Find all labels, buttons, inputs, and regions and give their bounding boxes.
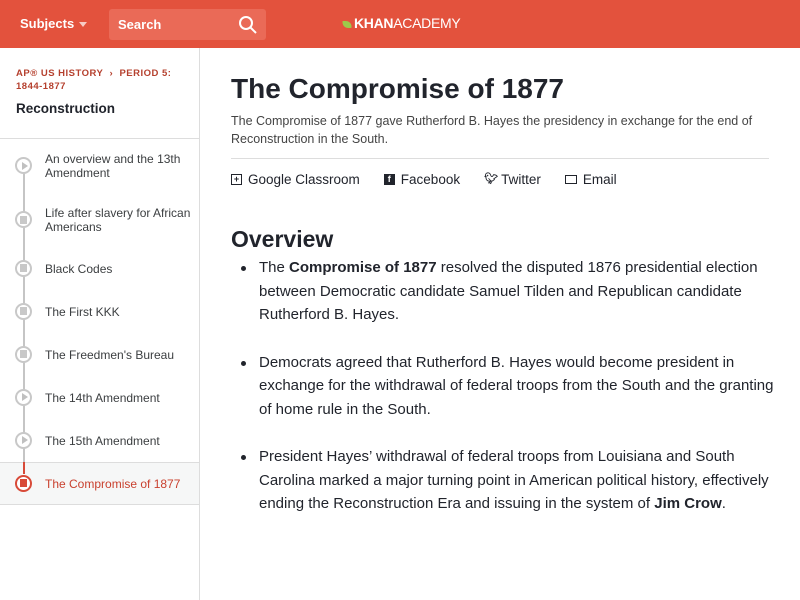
search-icon[interactable] bbox=[238, 15, 258, 35]
chevron-down-icon bbox=[79, 22, 87, 27]
share-facebook[interactable] bbox=[384, 172, 460, 187]
lesson-label: The Freedmen's Bureau bbox=[45, 347, 175, 362]
lesson-item-active[interactable] bbox=[0, 462, 199, 505]
divider bbox=[231, 158, 769, 159]
lesson-label: An overview and the 13th Amendment bbox=[45, 152, 181, 180]
subjects-label: Subjects bbox=[20, 16, 75, 31]
page-title: The Compromise of 1877 bbox=[231, 73, 564, 104]
share-label: Facebook bbox=[400, 172, 461, 187]
lesson-label: The 15th Amendment bbox=[45, 433, 160, 448]
lesson-label: The 14th Amendment bbox=[45, 390, 160, 405]
list-item: The Compromise of 1877 resolved the disputed 1876 presidential election between Democratic candidate Samuel Tilden and Republican candidate Rutherford B. Hayes. bbox=[231, 256, 776, 327]
top-nav bbox=[0, 0, 800, 48]
lesson-label: Black Codes bbox=[45, 261, 113, 276]
leaf-icon bbox=[341, 21, 352, 28]
share-label: Twitter bbox=[501, 172, 541, 187]
article-icon bbox=[15, 475, 32, 492]
email-icon bbox=[565, 175, 577, 184]
logo-rest: ACADEMY bbox=[393, 15, 461, 31]
lesson-list bbox=[0, 138, 199, 505]
subjects-menu[interactable] bbox=[20, 16, 87, 31]
lesson-item[interactable] bbox=[0, 193, 199, 247]
share-bar bbox=[231, 172, 641, 187]
bold-term: Compromise of 1877 bbox=[289, 259, 437, 276]
bold-term: Jim Crow bbox=[654, 495, 722, 512]
unit-title[interactable]: Reconstruction bbox=[16, 101, 116, 116]
breadcrumb-unit[interactable]: PERIOD 5: 1844-1877 bbox=[16, 68, 172, 92]
overview-list bbox=[231, 256, 776, 540]
twitter-icon: 🐦︎ bbox=[484, 173, 499, 185]
search-placeholder: Search bbox=[118, 17, 162, 32]
share-email[interactable] bbox=[565, 172, 617, 187]
lesson-item[interactable] bbox=[0, 139, 199, 193]
khan-academy-logo[interactable] bbox=[342, 15, 460, 31]
lesson-label: Life after slavery for African Americans bbox=[45, 206, 191, 234]
share-label: Google Classroom bbox=[248, 172, 360, 187]
article-icon bbox=[15, 303, 32, 320]
share-twitter[interactable] bbox=[484, 172, 541, 187]
article-subtitle: The Compromise of 1877 gave Rutherford B. Hayes the presidency in exchange for the end of Reconstruction in the South. bbox=[231, 114, 753, 146]
play-icon bbox=[15, 157, 32, 174]
lesson-item[interactable] bbox=[0, 376, 199, 419]
lesson-label: The Compromise of 1877 bbox=[45, 476, 181, 491]
article-icon bbox=[15, 346, 32, 363]
sidebar bbox=[0, 48, 200, 600]
lesson-label: The First KKK bbox=[45, 304, 120, 319]
article-icon bbox=[15, 211, 32, 228]
lesson-item[interactable] bbox=[0, 247, 199, 290]
lesson-item[interactable] bbox=[0, 333, 199, 376]
play-icon bbox=[15, 432, 32, 449]
list-item: Democrats agreed that Rutherford B. Hayes would become president in exchange for the withdrawal of federal troops from the South and the granting of home rule in the South. bbox=[231, 351, 776, 422]
google-classroom-icon: + bbox=[231, 174, 242, 185]
facebook-icon: f bbox=[384, 174, 395, 185]
lesson-item[interactable] bbox=[0, 290, 199, 333]
share-label: Email bbox=[582, 172, 617, 187]
breadcrumb: AP® US HISTORY › PERIOD 5: 1844-1877 bbox=[16, 68, 172, 92]
play-icon bbox=[15, 389, 32, 406]
article-icon bbox=[15, 260, 32, 277]
logo-bold: KHAN bbox=[354, 15, 394, 31]
share-google-classroom[interactable] bbox=[231, 172, 360, 187]
breadcrumb-course[interactable]: AP® US HISTORY bbox=[16, 68, 104, 79]
lesson-item[interactable] bbox=[0, 419, 199, 462]
search-input[interactable] bbox=[109, 9, 266, 40]
section-heading: Overview bbox=[231, 226, 334, 252]
list-item: President Hayes’ withdrawal of federal troops from Louisiana and South Carolina marked a major turning point in American political history, effectively ending the Reconstruction Era and issuing in the system of Jim Crow. bbox=[231, 445, 776, 516]
